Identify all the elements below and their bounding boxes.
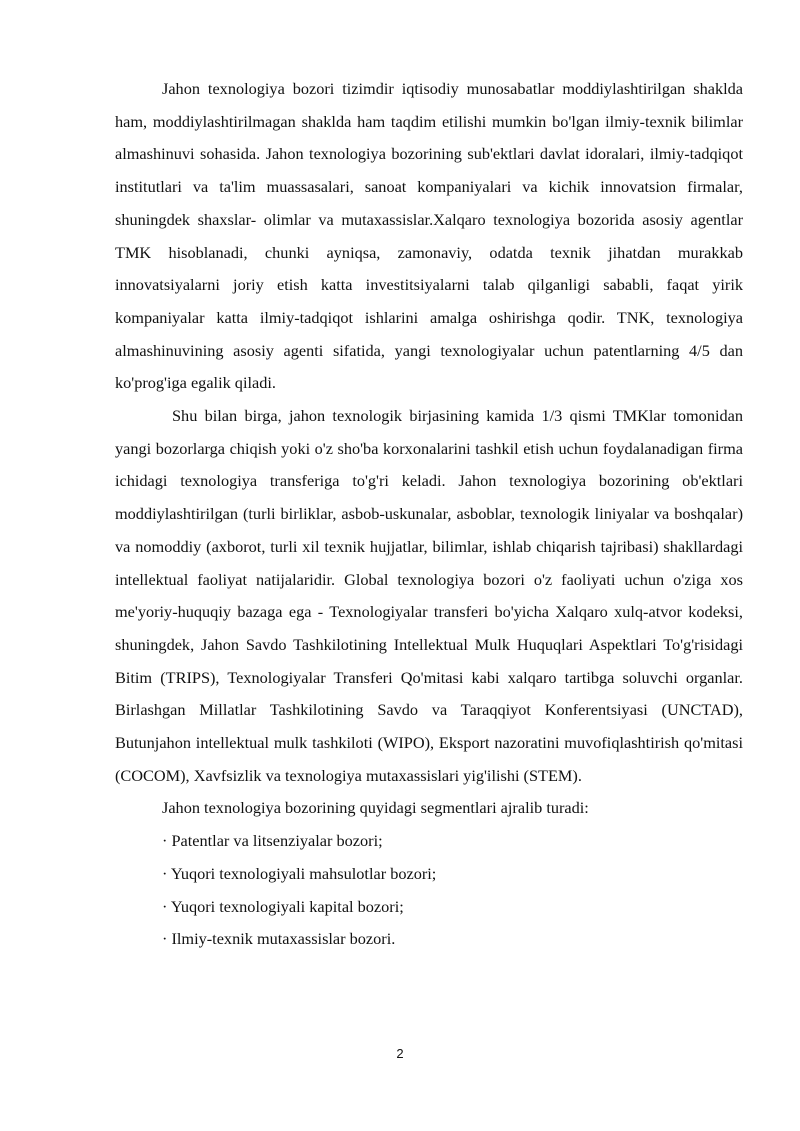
paragraph-1: Jahon texnologiya bozori tizimdir iqtisodiy munosabatlar moddiylashtirilgan shaklda ham, moddiylashtirilmagan shaklda ham taqdim etilishi mumkin bo'lgan ilmiy-texnik bilimlar almashinuvi sohasida. Jahon texnologiya bozorining sub'ektlari davlat idoralari, ilmiy-tadqiqot institutlari va ta'lim muassasalari, sanoat kompaniyalari va kichik innovatsion firmalar, shuningdek shaxslar- olimlar va mutaxassislar.Xalqaro texnologiya bozorida asosiy agentlar TMK hisoblanadi, chunki ayniqsa, zamonaviy, odatda texnik jihatdan murakkab innovatsiyalarni joriy etish katta investitsiyalarni talab qilganligi sababli, faqat yirik kompaniyalar katta ilmiy-tadqiqot ishlarini amalga oshirishga qodir. TNK, texnologiya almashinuvining asosiy agenti sifatida, yangi texnologiyalar uchun patentlarning 4/5 dan ko'prog'iga egalik qiladi. — [115, 79, 743, 393]
list-item: · Ilmiy-texnik mutaxassislar bozori. — [162, 929, 396, 949]
list-item: · Yuqori texnologiyali kapital bozori; — [162, 896, 404, 916]
list-item: · Patentlar va litsenziyalar bozori; — [162, 831, 383, 851]
paragraph-2: Shu bilan birga, jahon texnologik birjasining kamida 1/3 qismi TMKlar tomonidan yangi bozorlarga chiqish yoki o'z sho'ba korxonalarini tashkil etish uchun foydalanadigan firma ichidagi texnologiya transferiga to'g'ri keladi. Jahon texnologiya bozorining ob'ektlari moddiylashtirilgan (turli birliklar, asbob-uskunalar, asboblar, texnologik liniyalar va boshqalar) va nomoddiy (axborot, turli xil texnik hujjatlar, bilimlar, ishlab chiqarish tajribasi) shakllardagi intellektual faoliyat natijalaridir. Global texnologiya bozori o'z faoliyati uchun o'ziga xos me'yoriy-huquqiy bazaga ega - Texnologiyalar transferi bo'yicha Xalqaro xulq-atvor kodeksi, shuningdek, Jahon Savdo Tashkilotining Intellektual Mulk Huquqlari Aspektlari To'g'risidagi Bitim (TRIPS), Texnologiyalar Transferi Qo'mitasi kabi xalqaro tartibga soluvchi organlar. Birlashgan Millatlar Tashkilotining Savdo va Taraqqiyot Konferentsiyasi (UNCTAD), Butunjahon intellektual mulk tashkiloti (WIPO), Eksport nazoratini muvofiqlashtirish qo'mitasi (COCOM), Xavfsizlik va texnologiya mutaxassislari yig'ilishi (STEM). — [115, 406, 743, 785]
page-body — [115, 73, 743, 956]
list-item: · Yuqori texnologiyali mahsulotlar bozori; — [162, 863, 437, 883]
page-number: 2 — [396, 1046, 404, 1061]
segments-intro: Jahon texnologiya bozorining quyidagi segmentlari ajralib turadi: — [162, 798, 589, 818]
